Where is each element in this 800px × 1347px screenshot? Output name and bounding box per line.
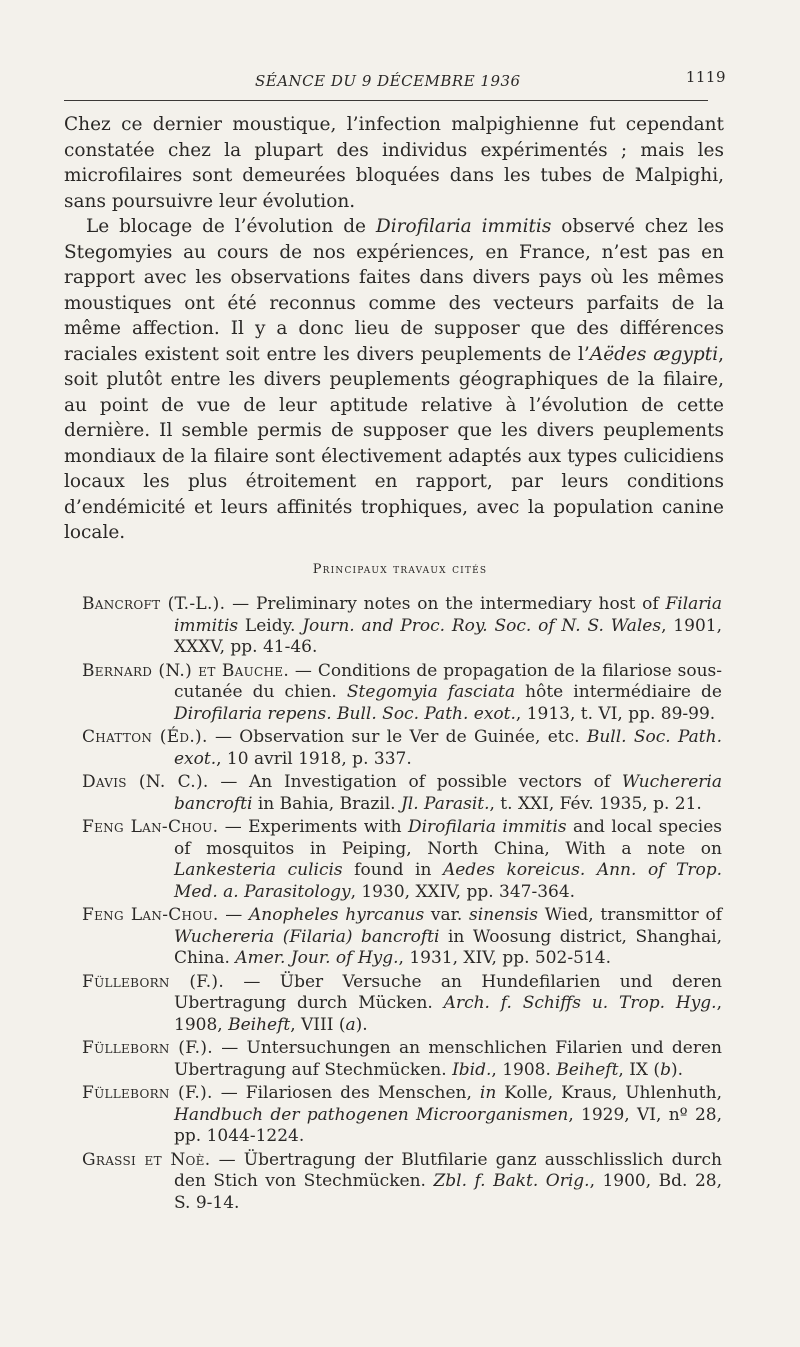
- text-run: , 1901, XXXV, pp. 41-46.: [174, 615, 722, 657]
- italic-run: Anopheles hyrcanus: [248, 905, 425, 925]
- text-run: Leidy.: [238, 615, 303, 636]
- reference-author: Fülleborn (F.).: [82, 1083, 213, 1103]
- text-run: Wied, transmittor of: [538, 905, 722, 925]
- text-run: ).: [355, 1014, 368, 1035]
- text-run: , 1930, XXIV, pp. 347-364.: [350, 881, 576, 902]
- references-list: [82, 594, 722, 1216]
- text-run: Kolle, Kraus, Uhlenhuth,: [496, 1083, 722, 1103]
- italic-run: sinensis: [469, 905, 539, 925]
- reference-item: [82, 1038, 722, 1081]
- italic-run: Jl. Parasit.: [400, 793, 490, 814]
- reference-author: Davis (N. C.).: [82, 772, 209, 792]
- italic-run: Bull. Soc. Path. exot.: [174, 727, 722, 769]
- reference-author: Fülleborn (F.).: [82, 971, 225, 992]
- text-run: — Untersuchungen an menschlichen Filarien und deren Ubertragung auf Stechmücken.: [174, 1038, 722, 1080]
- running-head: [60, 68, 726, 92]
- reference-item: [82, 905, 722, 970]
- text-run: — Observation sur le Ver de Guinée, etc.: [207, 727, 587, 747]
- reference-item: [82, 972, 722, 1037]
- text-run: , VIII (: [290, 1014, 346, 1035]
- italic-run: Filaria immitis: [174, 594, 722, 636]
- italic-run: Ibid.: [452, 1059, 492, 1080]
- reference-item: [82, 727, 722, 770]
- text-run: ).: [670, 1059, 684, 1080]
- reference-item: [82, 1150, 722, 1215]
- italic-run: in: [479, 1083, 497, 1103]
- text-run: in Woosung district, Shanghai, China.: [174, 926, 722, 968]
- reference-author: Fülleborn (F.).: [82, 1038, 213, 1058]
- italic-run: Stegomyia fasciata: [346, 682, 516, 702]
- italic-run: Arch. f. Schiffs u. Trop. Hyg.: [443, 993, 717, 1013]
- text-run: , 1913, t. VI, pp. 89-99.: [515, 703, 716, 724]
- body-text: [64, 112, 724, 546]
- text-run: — Filariosen des Menschen,: [212, 1083, 480, 1103]
- italic-run: Dirofilaria immitis: [407, 817, 567, 837]
- text-run: — Experiments with: [218, 817, 408, 837]
- running-title: SÉANCE DU 9 DÉCEMBRE 1936: [255, 72, 521, 90]
- reference-author: Feng Lan-Chou.: [82, 817, 219, 837]
- italic-run: Beiheft: [556, 1059, 619, 1080]
- italic-run: Wuchereria bancrofti: [174, 772, 722, 814]
- italic-run: Dirofilaria immitis: [375, 216, 552, 237]
- paragraph-1: Chez ce dernier moustique, l’infection malpighienne fut cependant constatée chez la plupart des individus expérimentés ; mais les microfilaires sont demeurées bloquées dans les tubes de Malpighi, sans poursuivre leur évolution.: [64, 114, 724, 212]
- text-run: , 1929, VI, nº 28, pp. 1044-1224.: [174, 1104, 722, 1146]
- text-run: , 1908,: [174, 993, 722, 1035]
- text-run: — An Investigation of possible vectors of: [208, 772, 622, 792]
- italic-run: Wuchereria (Filaria) bancrofti: [174, 926, 440, 947]
- italic-run: Lankesteria culicis: [174, 860, 343, 880]
- reference-author: Bernard (N.) et Bauche.: [82, 660, 290, 681]
- italic-run: Beiheft: [228, 1014, 291, 1035]
- italic-run: Aedes koreicus. Ann. of Trop. Med. a. Parasitology: [174, 860, 723, 902]
- page-number: 1119: [685, 68, 726, 86]
- italic-run: Zbl. f. Bakt. Orig.: [433, 1171, 590, 1191]
- italic-run: Amer. Jour. of Hyg.: [235, 948, 399, 968]
- reference-author: Chatton (Éd.).: [82, 727, 208, 747]
- reference-author: Grassi et Noè.: [82, 1149, 211, 1170]
- italic-run: Journ. and Proc. Roy. Soc. of N. S. Wales: [302, 615, 662, 636]
- italic-run: a: [345, 1014, 356, 1035]
- text-run: — Über Versuche an Hundefilarien und deren Ubertragung durch Mücken.: [174, 971, 722, 1013]
- italic-run: Handbuch der pathogenen Microorganismen: [174, 1104, 569, 1125]
- reference-author: Bancroft (T.-L.).: [82, 594, 226, 614]
- text-run: var.: [424, 905, 470, 925]
- header-rule: [64, 100, 708, 101]
- text-run: — Preliminary notes on the intermediary host of: [225, 594, 666, 614]
- reference-item: [82, 661, 722, 726]
- reference-item: [82, 1083, 722, 1148]
- reference-item: [82, 817, 722, 903]
- italic-run: Aëdes ægypti: [589, 343, 719, 365]
- italic-run: b: [660, 1059, 671, 1080]
- references-heading: Principaux travaux cités: [312, 562, 488, 577]
- text-run: , IX (: [618, 1059, 661, 1080]
- text-run: observé chez les Stegomyies au cours de nos expériences, en France, n’est pas en rapport avec les observations faites dans divers pays où les mêmes moustiques ont été reconnus comme des vecteurs parfaits de la même affection. Il y a donc lieu de supposer que des différences raciales existent soit entre les divers peuplements de l’: [64, 216, 725, 365]
- text-run: , 10 avril 1918, p. 337.: [216, 748, 412, 769]
- text-run: , soit plutôt entre les divers peuplements géographiques de la filaire, au point de vue de leur aptitude relative à l’évolution de cette dernière. Il semble permis de supposer que les divers peuplements mondiaux de la filaire sont électivement adaptés aux types culicidiens locaux les plus étroitement en rapport, par leurs conditions d’endémicité et leurs affinités trophiques, avec la population canine locale.: [64, 343, 724, 543]
- reference-author: Feng Lan-Chou.: [82, 905, 219, 925]
- italic-run: Dirofilaria repens. Bull. Soc. Path. exot.: [174, 703, 516, 724]
- text-run: — Conditions de propagation de la filariose sous-cutanée du chien.: [174, 660, 722, 702]
- reference-item: [82, 594, 722, 659]
- text-run: hôte intermédiaire de: [515, 682, 722, 702]
- paragraph-2: [64, 214, 724, 546]
- text-run: Le blocage de l’évolution de: [86, 216, 376, 237]
- text-run: found in: [342, 860, 443, 880]
- text-run: , 1908.: [491, 1059, 557, 1080]
- text-run: — Übertragung der Blutfilarie ganz ausschlisslich durch den Stich von Stechmücken.: [174, 1149, 723, 1191]
- text-run: —: [218, 905, 249, 925]
- reference-item: [82, 772, 722, 815]
- text-run: in Bahia, Brazil.: [252, 793, 401, 814]
- text-run: and local species of mosquitos in Peiping, North China, With a note on: [174, 817, 722, 859]
- text-run: , t. XXI, Fév. 1935, p. 21.: [489, 793, 702, 814]
- text-run: , 1900, Bd. 28, S. 9-14.: [174, 1171, 722, 1213]
- text-run: , 1931, XIV, pp. 502-514.: [398, 948, 611, 968]
